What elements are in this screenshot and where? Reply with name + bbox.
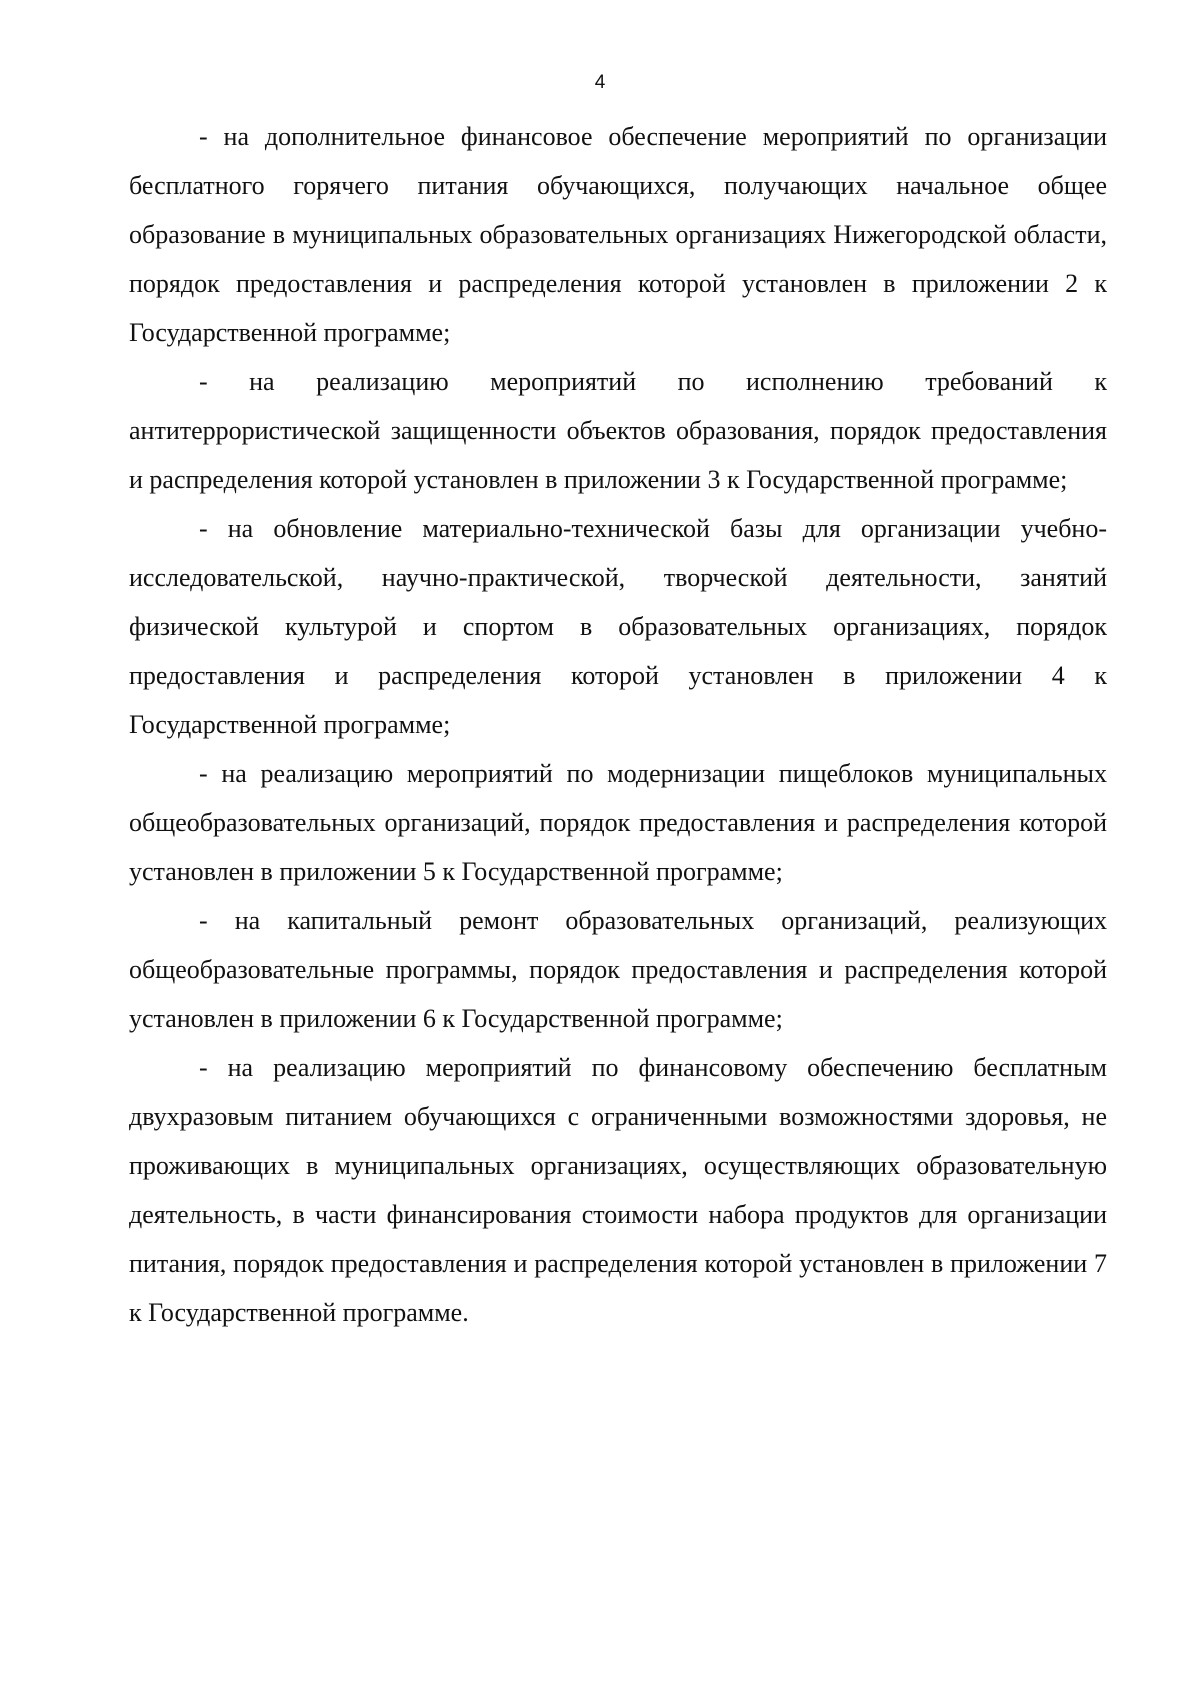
paragraph-subsidy-hot-meals: - на дополнительное финансовое обеспечение мероприятий по организации бесплатного горячего питания обучающихся, получающих начальное общее образование в муниципальных образовательных организациях Нижегородской области, порядок предоставления и распределения которой установлен в приложении 2 к Государственной программе; xyxy=(129,122,1107,347)
paragraph-subsidy-catering-modernization: - на реализацию мероприятий по модернизации пищеблоков муниципальных общеобразовательных организаций, порядок предоставления и распределения которой установлен в приложении 5 к Государственной программе; xyxy=(129,759,1107,886)
paragraph-subsidy-antiterrorism: - на реализацию мероприятий по исполнению требований к антитеррористической защищенности объектов образования, порядок предоставления и распределения которой установлен в приложении 3 к Государственной программе; xyxy=(129,367,1107,494)
paragraph-subsidy-two-meals: - на реализацию мероприятий по финансовому обеспечению бесплатным двухразовым питанием обучающихся с ограниченными возможностями здоровья, не проживающих в муниципальных организациях, осуществляющих образовательную деятельность, в части финансирования стоимости набора продуктов для организации питания, порядок предоставления и распределения которой установлен в приложении 7 к Государственной программе. xyxy=(129,1053,1107,1327)
page-number: 4 xyxy=(594,72,606,93)
paragraph-subsidy-material-base: - на обновление материально-технической базы для организации учебно-исследовательской, научно-практической, творческой деятельности, занятий физической культурой и спортом в образовательных организациях, порядок предоставления и распределения которой установлен в приложении 4 к Государственной программе; xyxy=(129,514,1107,739)
paragraph-subsidy-capital-repair: - на капитальный ремонт образовательных организаций, реализующих общеобразовательные программы, порядок предоставления и распределения которой установлен в приложении 6 к Государственной программе; xyxy=(129,906,1107,1033)
document-body xyxy=(129,112,1107,1337)
